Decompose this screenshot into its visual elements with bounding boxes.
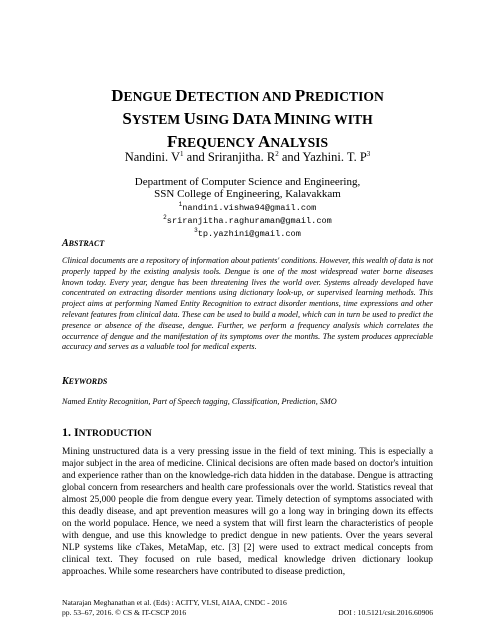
abstract-text: Clinical documents are a repository of information about patients' conditions. However, this wealth of data is not properly tapped by the existing analysis tools. Dengue is one of the most widespread water borne diseases known today. Every year, dengue has been threatening lives the world over. Systems already developed have concentrated on extracting disorder mentions using dictionary look-up, or supervised learning methods. This project aims at performing Named Entity Recognition to extract disorder mentions, time expressions and other relevant features from clinical data. These can be used to build a model, which can in turn be used to predict the presence or absence of the disease, dengue. Further, we perform a frequency analysis which correlates the occurrence of dengue and the manifestation of its symptoms over the months. The system produces appreciable accuracy and serves as a valuable tool for medical experts. [62,256,433,352]
affiliation [40,176,455,239]
section-number: 1. [62,425,74,439]
footer-doi: DOI : 10.5121/csit.2016.60906 [338,608,433,617]
author-affil-mark: 1 [180,150,184,158]
author-email [40,213,455,226]
author-affil-mark: 3 [366,150,371,158]
page-footer [62,598,433,618]
title-text: REQUENCY [177,135,259,150]
footer-editors: Natarajan Meghanathan et al. (Eds) : ACITY, VLSI, AIAA, CNDC - 2016 [62,598,287,607]
email-text: tp.yazhini@gmail.com [197,228,301,239]
email-mark: 1 [178,201,183,208]
keywords-text: Named Entity Recognition, Part of Speech tagging, Classification, Prediction, SMO [62,397,337,406]
title-text: P [294,86,306,105]
author-list [40,150,455,165]
title-text: YSTEM [131,112,184,127]
introduction-text: Mining unstructured data is a very pressing issue in the field of text mining. This is especially a major subject in the area of medicine. Clinical decisions are often made based on doctor's intuition and experience rather than on the knowledge-rich data hidden in the database. Dengue is attracting global concern from researchers and health care professionals over the world. Statistics reveal that almost 25,000 people die from dengue every year. Timely detection of symptoms associated with this deadly disease, and apt prevention measures will go a long way in bringing down its effects on the world populace. Hence, we need a system that will first learn the characteristics of people with dengue, and use this knowledge to predict dengue in new patients. Over the years several NLP systems like cTakes, MetaMap, etc. [3] [2] were used to extract medical concepts from clinical text. They focused on rule based, medical knowledge driven dictionary lookup approaches. While some researchers have contributed to disease prediction, [62,447,433,577]
affiliation-college: SSN College of Engineering, Kalavakkam [154,188,341,200]
author-name: Yazhini. T. P [302,150,367,165]
keywords-heading [62,376,107,387]
author-email [40,226,455,239]
author-separator: and [278,150,303,165]
title-text: F [166,132,178,151]
title-text: SING [195,112,233,127]
introduction-heading [62,425,152,440]
title-text: U [183,109,196,128]
heading-text: A [62,238,69,249]
footer-pages: pp. 53–67, 2016. © CS & IT-CSCP 2016 [62,608,187,617]
heading-text: NTRODUCTION [78,428,152,439]
title-text: M [274,109,291,128]
title-text: INING WITH [290,112,373,127]
title-text: ATA [244,112,275,127]
title-text: REDICTION [305,89,384,104]
title-text: NALYSIS [270,135,329,150]
title-text: A [258,132,271,151]
author-name: Sriranjitha. R [207,150,276,165]
title-text: D [111,86,124,105]
heading-text: BSTRACT [68,239,105,248]
email-mark: 2 [163,213,167,221]
abstract-heading [62,238,104,249]
title-text: S [122,109,132,128]
author-affil-mark: 2 [275,150,279,158]
title-text: D [232,109,245,128]
paper-title [40,85,455,154]
title-text: ETECTION AND [187,89,295,104]
title-text: D [175,86,188,105]
author-name: Nandini. V [124,150,181,165]
title-text: ENGUE [123,89,176,104]
title-line-1 [40,85,455,108]
heading-text: I [74,425,79,439]
heading-text: EYWORDS [68,377,108,386]
affiliation-department: Department of Computer Science and Engineering, [134,176,361,188]
email-text: sriranjitha.raghuraman@gmail.com [166,215,332,226]
email-text: nandini.vishwa94@gmail.com [182,202,317,213]
author-separator: and [183,150,208,165]
email-mark: 3 [194,226,198,234]
title-line-2 [40,108,455,131]
author-email [40,200,455,213]
heading-text: K [62,376,69,387]
